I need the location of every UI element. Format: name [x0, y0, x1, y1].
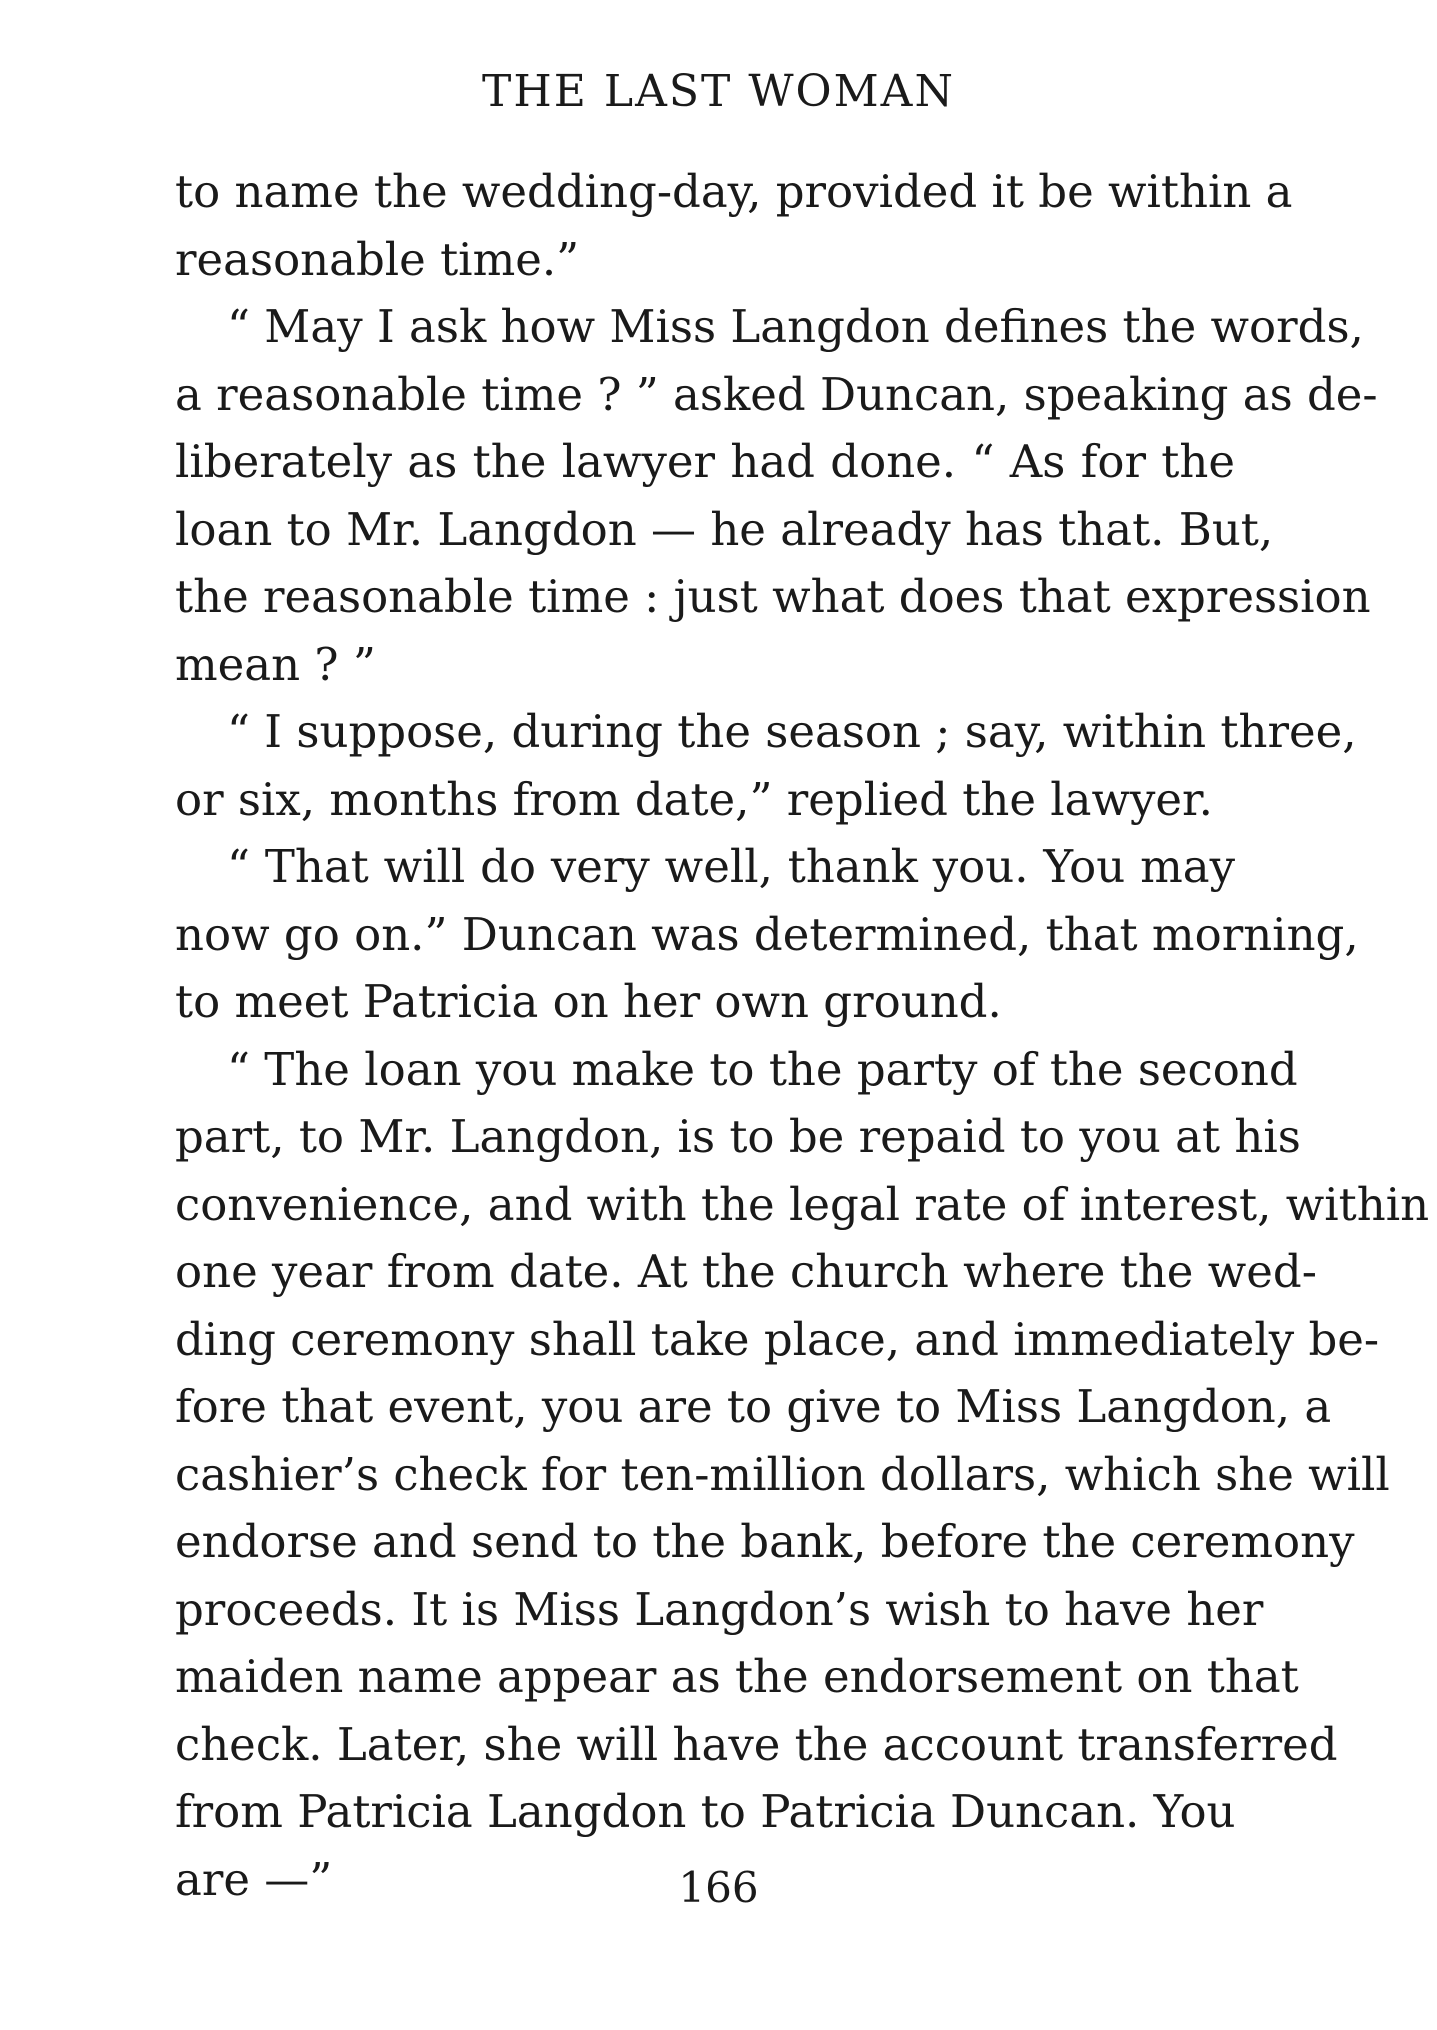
text-line: now go on.” Duncan was determined, that morning, — [175, 907, 1359, 961]
text-line: endorse and send to the bank, before the ceremony — [175, 1515, 1355, 1568]
text-line: part, to Mr. Langdon, is to be repaid to you at his — [175, 1110, 1301, 1163]
text-line: “ I suppose, during the season ; say, within three, — [227, 705, 1357, 758]
text-line: loan to Mr. Langdon — he already has that. But, — [175, 502, 1274, 556]
text-line: a reasonable time ? ” asked Duncan, speaking as de- — [175, 367, 1378, 421]
text-line: “ That will do very well, thank you. You may — [227, 840, 1235, 893]
page-number: 166 — [678, 1863, 759, 1912]
text-line: “ May I ask how Miss Langdon defines the words, — [227, 300, 1364, 353]
text-line: reasonable time.” — [175, 232, 580, 286]
text-line: from Patricia Langdon to Patricia Duncan. You — [175, 1785, 1236, 1838]
body-text — [175, 158, 1430, 1913]
text-line: check. Later, she will have the account transferred — [175, 1717, 1338, 1771]
text-line: ding ceremony shall take place, and immediately be- — [175, 1312, 1380, 1366]
text-line: to name the wedding-day, provided it be within a — [175, 165, 1293, 218]
text-line: or six, months from date,” replied the lawyer. — [175, 772, 1213, 826]
text-line: liberately as the lawyer had done. “ As for the — [175, 435, 1235, 488]
text-line: fore that event, you are to give to Miss Langdon, a — [175, 1380, 1332, 1433]
text-line: convenience, and with the legal rate of interest, within — [175, 1177, 1430, 1231]
text-line: mean ? ” — [175, 637, 376, 691]
text-line: the reasonable time : just what does that expression — [175, 570, 1371, 623]
text-line: “ The loan you make to the party of the second — [227, 1042, 1298, 1096]
running-head: THE LAST WOMAN — [482, 66, 955, 117]
text-line: proceeds. It is Miss Langdon’s wish to have her — [175, 1582, 1264, 1636]
text-line: to meet Patricia on her own ground. — [175, 975, 1002, 1028]
text-line: are —” — [175, 1852, 333, 1906]
text-line: maiden name appear as the endorsement on that — [175, 1650, 1299, 1703]
text-line: cashier’s check for ten-million dollars, which she will — [175, 1447, 1390, 1501]
text-line: one year from date. At the church where the wed- — [175, 1245, 1317, 1298]
